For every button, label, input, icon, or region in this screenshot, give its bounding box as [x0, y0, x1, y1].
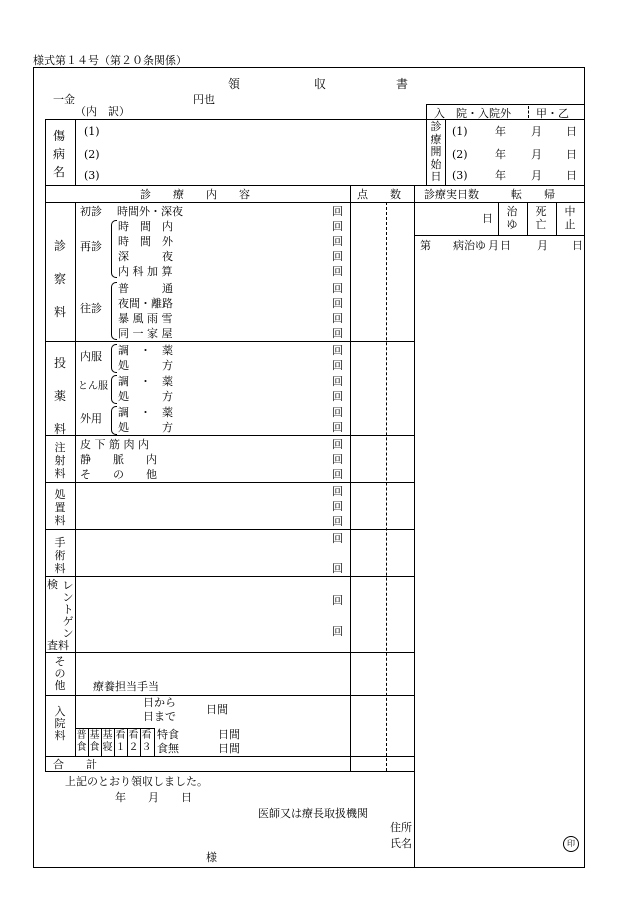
revisit-item-4: 内 科 加 算 — [118, 265, 173, 278]
kai-17: 回 — [332, 453, 343, 466]
days-unit: 日 — [482, 212, 493, 225]
external-item-a: 調 ・ 薬 — [118, 406, 173, 419]
kai-24: 回 — [332, 594, 343, 607]
start-row-3: (3) — [452, 169, 468, 182]
kai-14: 回 — [332, 406, 343, 419]
meal-col-3: 基寝 — [102, 730, 113, 753]
cure-day2: 日 — [572, 239, 583, 252]
first-visit-item: 時間外・深夜 — [117, 205, 183, 218]
kai-19: 回 — [332, 485, 343, 498]
kai-23: 回 — [332, 562, 343, 575]
kai-11: 回 — [332, 359, 343, 372]
seal-mark: 印 — [563, 836, 579, 852]
kai-16: 回 — [332, 438, 343, 451]
revisit-item-2: 時 間 外 — [118, 235, 173, 248]
disease-row-3: (3) — [84, 169, 100, 182]
meal-col-2: 基食 — [89, 730, 100, 753]
kai-9: 回 — [332, 327, 343, 340]
kai-5: 回 — [332, 265, 343, 278]
kai-25: 回 — [332, 625, 343, 638]
nyuin-days-2: 日間 — [218, 728, 240, 741]
nyuin-from: 日から — [143, 696, 176, 709]
disease-label-3: 名 — [53, 165, 66, 179]
section-shujutsu: 手術料 — [54, 536, 66, 575]
institution-label: 医師又は療長取扱機関 — [258, 807, 368, 820]
footer-day: 日 — [181, 791, 192, 804]
kai-2: 回 — [332, 220, 343, 233]
cure-label: 病治ゆ — [453, 239, 486, 252]
kai-15: 回 — [332, 421, 343, 434]
kai-13: 回 — [332, 390, 343, 403]
meal-col-4: 看１ — [115, 730, 126, 753]
tonpuku-label: とん服 — [78, 381, 108, 392]
house-call-item-3: 暴 風 雨 雪 — [118, 312, 173, 325]
start-row-1: (1) — [452, 125, 468, 138]
day-unit-3: 日 — [566, 169, 577, 182]
day-unit-1: 日 — [566, 125, 577, 138]
kai-8: 回 — [332, 312, 343, 325]
revisit-item-1: 時 間 内 — [118, 220, 173, 233]
outcome-cured: 治ゆ — [506, 205, 518, 231]
tonpuku-item-a: 調 ・ 薬 — [118, 375, 173, 388]
special-meal: 特食 — [157, 728, 179, 741]
disease-row-2: (2) — [84, 148, 100, 161]
kai-21: 回 — [332, 515, 343, 528]
external-item-b: 処 方 — [118, 421, 173, 434]
footer-month: 月 — [148, 791, 159, 804]
outcome-died: 死亡 — [535, 205, 547, 231]
section-kensa-top: 検 — [47, 578, 58, 591]
kai-3: 回 — [332, 235, 343, 248]
disease-label-1: 傷 — [53, 129, 66, 143]
meal-col-1: 普食 — [76, 730, 87, 753]
amount-suffix: 円也 — [193, 93, 215, 106]
sama-label: 様 — [206, 851, 217, 864]
kai-10: 回 — [332, 344, 343, 357]
revisit-item-3: 深 夜 — [118, 250, 173, 263]
section-kensa-bottom: 査料 — [47, 639, 69, 652]
internal-item-b: 処 方 — [118, 359, 173, 372]
house-call-item-4: 同 一 家 屋 — [118, 327, 173, 340]
name-label: 氏名 — [390, 837, 412, 850]
disease-label-2: 病 — [53, 147, 66, 161]
kai-22: 回 — [332, 532, 343, 545]
cure-prefix: 第 — [420, 239, 431, 252]
title-char-1: 領 — [228, 77, 241, 91]
month-unit-1: 月 — [531, 125, 542, 138]
outcome-stopped: 中止 — [564, 205, 576, 231]
injection-item-2: 静 脈 内 — [80, 453, 157, 466]
header-outcome: 転 帰 — [511, 188, 555, 201]
cure-day: 日 — [500, 239, 511, 252]
kai-4: 回 — [332, 250, 343, 263]
amount-prefix: 一金 — [53, 93, 75, 106]
form-number: 様式第１４号（第２０条関係） — [33, 54, 187, 67]
address-label: 住所 — [390, 821, 412, 834]
disease-row-1: (1) — [84, 125, 100, 138]
nyuin-to: 日まで — [143, 710, 176, 723]
start-date-label: 診療開始日 — [430, 120, 442, 183]
day-unit-2: 日 — [566, 148, 577, 161]
month-unit-3: 月 — [531, 169, 542, 182]
month-unit-2: 月 — [531, 148, 542, 161]
injection-item-3: そ の 他 — [80, 468, 157, 481]
kai-1: 回 — [332, 205, 343, 218]
first-visit-label: 初診 — [80, 205, 102, 218]
nyuin-days-3: 日間 — [218, 742, 240, 755]
header-points: 点 数 — [357, 188, 401, 201]
section-shochi: 処置料 — [54, 488, 66, 527]
kai-12: 回 — [332, 375, 343, 388]
nyuin-days-1: 日間 — [206, 703, 228, 716]
title-char-2: 収 — [314, 77, 327, 91]
section-xray: レントゲン — [62, 579, 74, 640]
header-days: 診療実日数 — [424, 188, 479, 201]
admission-label: 入 院・入院外 — [434, 107, 511, 120]
section-shinsatsu: 診察料 — [53, 239, 66, 319]
section-nyuin: 入院料 — [54, 705, 66, 742]
year-unit-2: 年 — [495, 148, 506, 161]
meal-col-6: 看３ — [141, 730, 152, 753]
kai-6: 回 — [332, 282, 343, 295]
footer-year: 年 — [115, 791, 126, 804]
house-call-item-1: 普 通 — [118, 282, 173, 295]
internal-item-a: 調 ・ 薬 — [118, 344, 173, 357]
section-sonota: その他 — [54, 655, 66, 692]
section-toyaku: 投薬料 — [53, 356, 66, 436]
total-label: 合 計 — [53, 758, 97, 771]
injection-item-1: 皮 下 筋 肉 内 — [80, 438, 149, 451]
start-row-2: (2) — [452, 148, 468, 161]
class-label: 甲・乙 — [536, 107, 569, 120]
received-statement: 上記のとおり領収しました。 — [65, 775, 208, 788]
year-unit-3: 年 — [495, 169, 506, 182]
tonpuku-item-b: 処 方 — [118, 390, 173, 403]
cure-month2: 月 — [537, 239, 548, 252]
year-unit-1: 年 — [495, 125, 506, 138]
meal-col-5: 看２ — [128, 730, 139, 753]
revisit-label: 再診 — [80, 240, 102, 253]
house-call-item-2: 夜間・離路 — [118, 297, 173, 310]
care-allowance: 療養担当手当 — [93, 680, 159, 693]
breakdown-label: （内 訳） — [75, 105, 130, 118]
internal-label: 内服 — [80, 350, 102, 363]
section-chusha: 注射料 — [54, 441, 66, 480]
kai-7: 回 — [332, 297, 343, 310]
cure-month: 月 — [488, 239, 499, 252]
kai-20: 回 — [332, 500, 343, 513]
no-meal: 食無 — [157, 742, 179, 755]
kai-18: 回 — [332, 468, 343, 481]
external-label: 外用 — [80, 412, 102, 425]
header-content: 診 療 内 容 — [140, 188, 250, 201]
title-char-3: 書 — [396, 77, 409, 91]
house-call-label: 往診 — [80, 302, 102, 315]
